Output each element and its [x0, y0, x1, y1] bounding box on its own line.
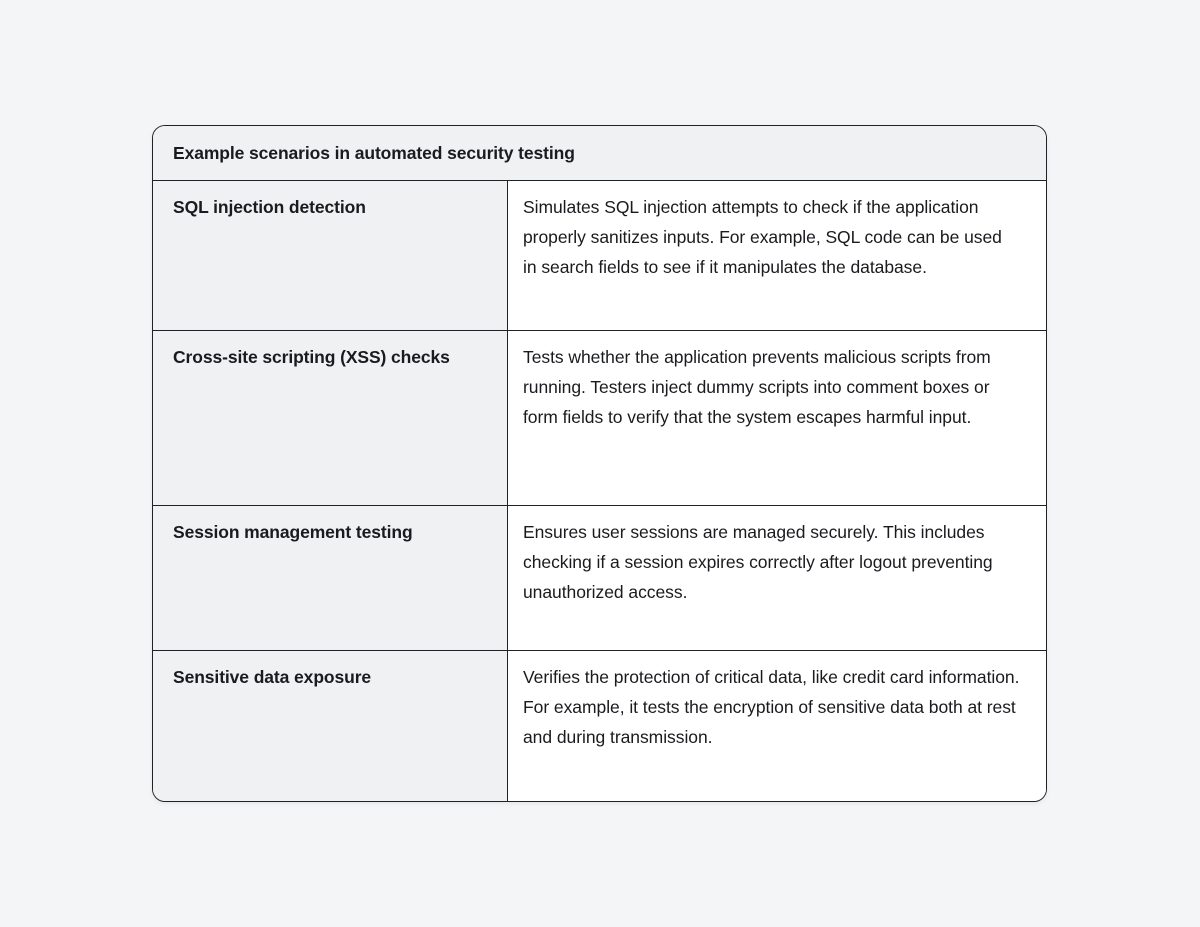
table-row	[153, 331, 1046, 506]
row-description-sensitive-data: Verifies the protection of critical data, like credit card information. For example, it tests the encryption of sensitive data both at rest and during transmission.	[508, 651, 1046, 801]
row-label-xss-checks: Cross-site scripting (XSS) checks	[153, 331, 508, 505]
table-title: Example scenarios in automated security testing	[173, 142, 575, 163]
table-row	[153, 506, 1046, 651]
table-row	[153, 181, 1046, 331]
row-label-sql-injection: SQL injection detection	[153, 181, 508, 330]
row-description-sql-injection: Simulates SQL injection attempts to check if the application properly sanitizes inputs. For example, SQL code can be used in search fields to see if it manipulates the database.	[508, 181, 1046, 330]
row-label-sensitive-data: Sensitive data exposure	[153, 651, 508, 801]
row-description-xss-checks: Tests whether the application prevents malicious scripts from running. Testers inject dummy scripts into comment boxes or form fields to verify that the system escapes harmful input.	[508, 331, 1046, 505]
table-row	[153, 651, 1046, 801]
table-header	[153, 126, 1046, 181]
security-testing-table	[152, 125, 1047, 802]
row-description-session-management: Ensures user sessions are managed securely. This includes checking if a session expires correctly after logout preventing unauthorized access.	[508, 506, 1046, 650]
row-label-session-management: Session management testing	[153, 506, 508, 650]
